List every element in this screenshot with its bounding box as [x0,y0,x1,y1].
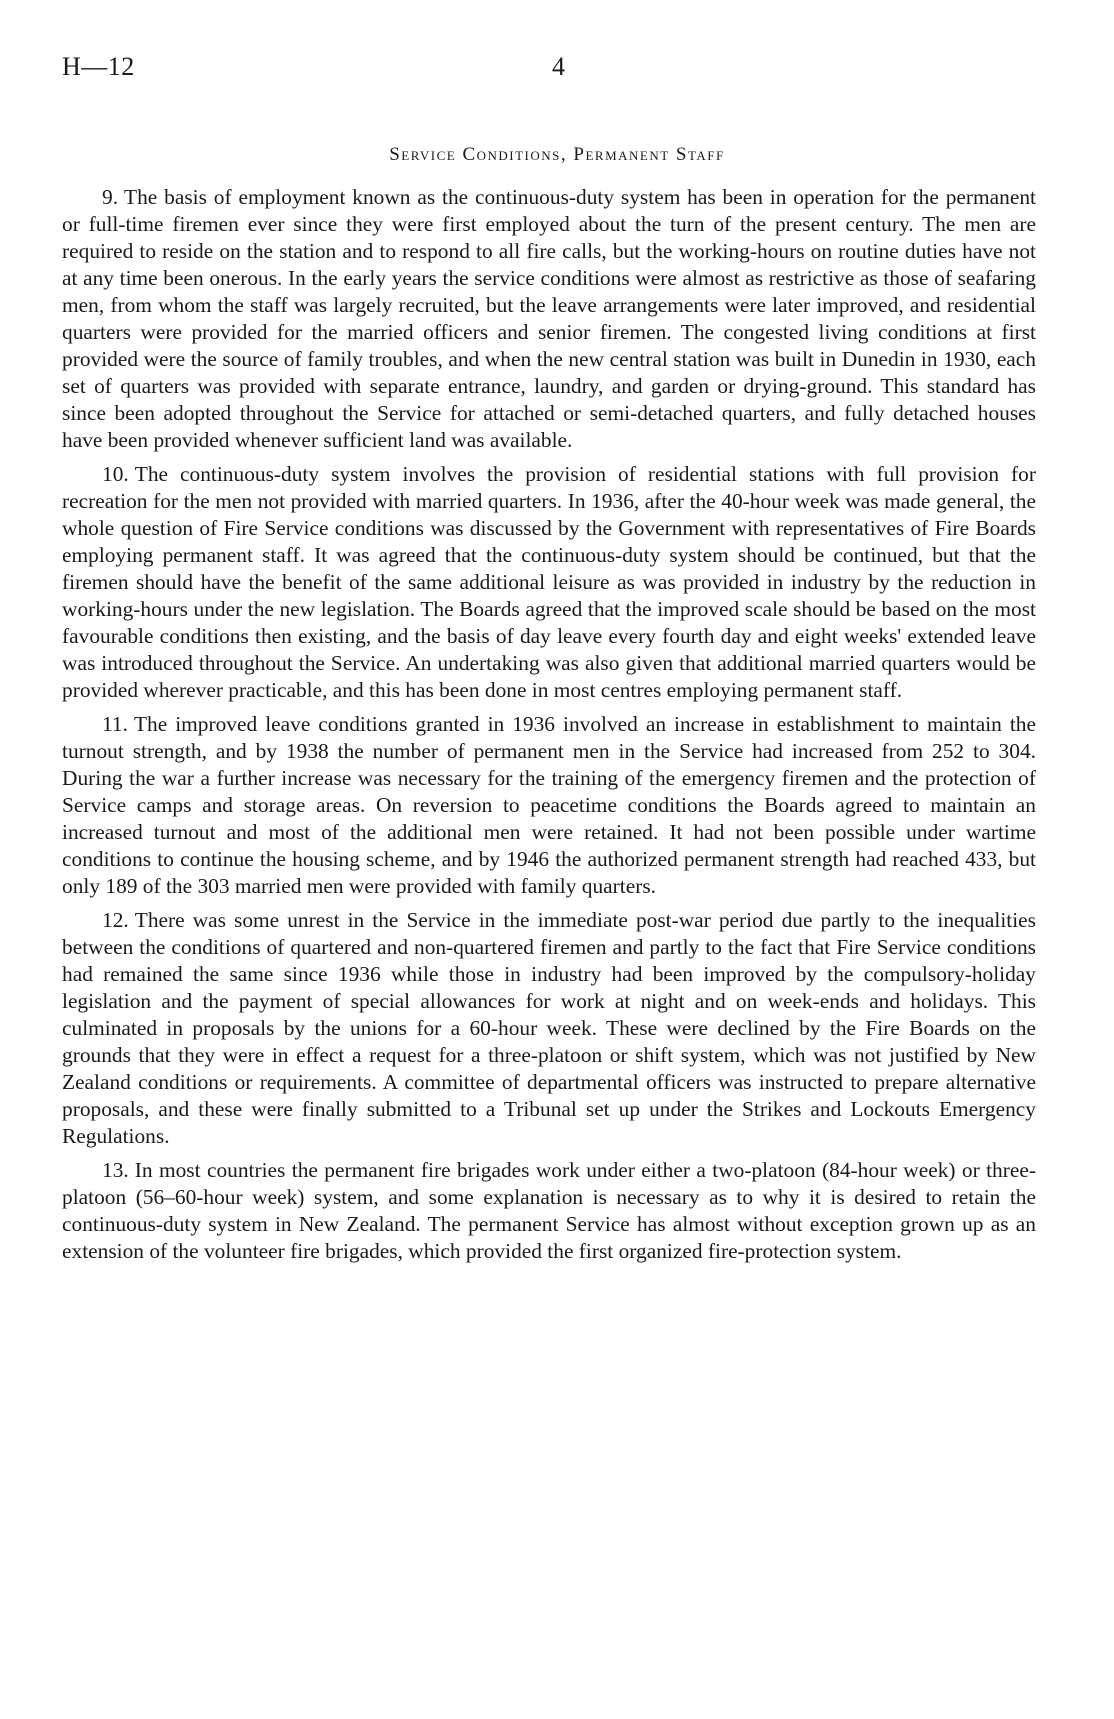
paragraph-9 [62,184,1036,454]
paragraph-text: In most countries the permanent fire brigades work under either a two-platoon (84-hour week) or three-platoon (56–60-hour week) system, and some explanation is necessary as to why it is desired to retain the continuous-duty system in New Zealand. The permanent Service has almost without exception grown up as an extension of the volunteer fire brigades, which provided the first organized fire-protection system. [62,1158,1036,1263]
paragraph-number: 13. [102,1158,129,1182]
paragraph-number: 9. [102,185,119,209]
paragraph-text: The basis of employment known as the continuous-duty system has been in operation for the permanent or full-time firemen ever since they were first employed about the turn of the present century. The men are required to reside on the station and to respond to all fire calls, but the working-hours on routine duties have not at any time been onerous. In the early years the service conditions were almost as restrictive as those of seafaring men, from whom the staff was largely recruited, but the leave arrangements were later improved, and residential quarters were provided for the married officers and senior firemen. The congested living conditions at first provided were the source of family troubles, and when the new central station was built in Dunedin in 1930, each set of quarters was provided with separate entrance, laundry, and garden or drying-ground. This standard has since been adopted throughout the Service for attached or semi-detached quarters, and fully detached houses have been provided whenever sufficient land was available. [62,185,1036,452]
section-heading: Service Conditions, Permanent Staff [389,144,725,165]
paragraph-number: 10. [102,462,129,486]
paragraph-10 [62,461,1036,704]
paragraph-text: The improved leave conditions granted in 1936 involved an increase in establishment to maintain the turnout strength, and by 1938 the number of permanent men in the Service had increased from 252 to 304. During the war a further increase was necessary for the training of the emergency firemen and the protection of Service camps and storage areas. On reversion to peacetime conditions the Boards agreed to maintain an increased turnout and most of the additional men were retained. It had not been possible under wartime conditions to continue the housing scheme, and by 1946 the authorized permanent strength had reached 433, but only 189 of the 303 married men were provided with family quarters. [62,712,1036,898]
series-label: H—12 [62,52,135,81]
paragraph-text: The continuous-duty system involves the provision of residential stations with full provision for recreation for the men not provided with married quarters. In 1936, after the 40-hour week was made general, the whole question of Fire Service conditions was discussed by the Government with representatives of Fire Boards employing permanent staff. It was agreed that the continuous-duty system should be continued, but that the firemen should have the benefit of the same additional leisure as was provided in industry by the reduction in working-hours under the new legislation. The Boards agreed that the improved scale should be based on the most favourable conditions then existing, and the basis of day leave every fourth day and eight weeks' extended leave was introduced throughout the Service. An undertaking was also given that additional married quarters would be provided wherever practicable, and this has been done in most centres employing permanent staff. [62,462,1036,702]
paragraph-number: 12. [102,908,129,932]
page-number: 4 [552,52,565,81]
paragraph-12 [62,907,1036,1150]
paragraph-text: There was some unrest in the Service in the immediate post-war period due partly to the inequalities between the conditions of quartered and non-quartered firemen and partly to the fact that Fire Service conditions had remained the same since 1936 while those in industry had been improved by the compulsory-holiday legislation and the payment of special allowances for work at night and on week-ends and holidays. This culminated in proposals by the unions for a 60-hour week. These were declined by the Fire Boards on the grounds that they were in effect a request for a three-platoon or shift system, which was not justified by New Zealand conditions or requirements. A committee of departmental officers was instructed to prepare alternative proposals, and these were finally submitted to a Tribunal set up under the Strikes and Lockouts Emergency Regulations. [62,908,1036,1148]
paragraph-13 [62,1157,1036,1265]
page-header [62,52,1052,92]
body-text [62,184,1036,1272]
paragraph-11 [62,711,1036,900]
paragraph-number: 11. [102,712,128,736]
